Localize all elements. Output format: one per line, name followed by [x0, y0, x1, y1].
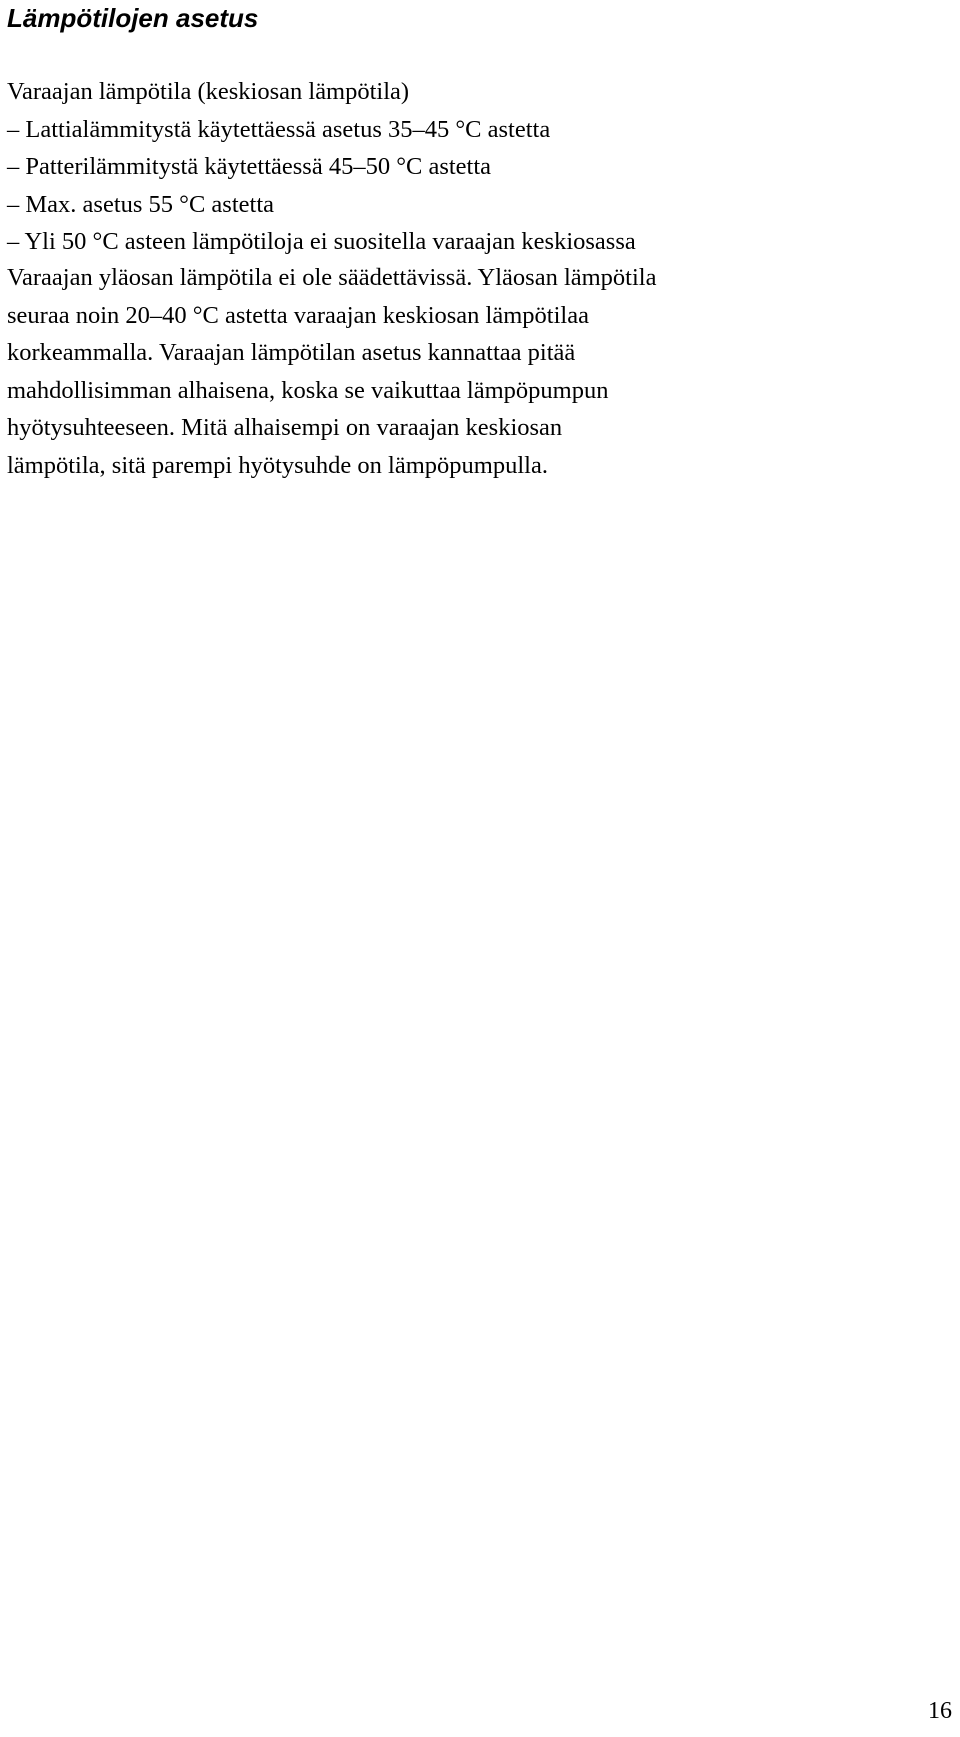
list-item-max-setting: – Max. asetus 55 °C astetta [7, 190, 274, 218]
page-number: 16 [928, 1698, 952, 1724]
list-item-radiator-heating: – Patterilämmitystä käytettäessä 45–50 °C astetta [7, 153, 492, 180]
page-title: Lämpötilojen asetus [7, 3, 259, 33]
list-intro: Varaajan lämpötila (keskiosan lämpötila) [7, 78, 410, 105]
list-item-recommendation: – Yli 50 °C asteen lämpötiloja ei suositella varaajan keskiosassa [7, 228, 636, 255]
paragraph-line: seuraa noin 20–40 °C astetta varaajan keskiosan lämpötilaa [7, 301, 589, 329]
paragraph-line: korkeammalla. Varaajan lämpötilan asetus kannattaa pitää [7, 339, 576, 366]
list-item-floor-heating: – Lattialämmitystä käytettäessä asetus 35–45 °C astetta [7, 115, 551, 143]
upper-temperature-paragraph [7, 259, 656, 484]
settings-list [7, 73, 636, 261]
paragraph-line: Varaajan yläosan lämpötila ei ole säädettävissä. Yläosan lämpötila [7, 264, 657, 291]
paragraph-line: lämpötila, sitä parempi hyötysuhde on lämpöpumpulla. [7, 451, 548, 479]
paragraph-line: mahdollisimman alhaisena, koska se vaikuttaa lämpöpumpun [7, 376, 609, 404]
paragraph-line: hyötysuhteeseen. Mitä alhaisempi on varaajan keskiosan [7, 414, 563, 441]
